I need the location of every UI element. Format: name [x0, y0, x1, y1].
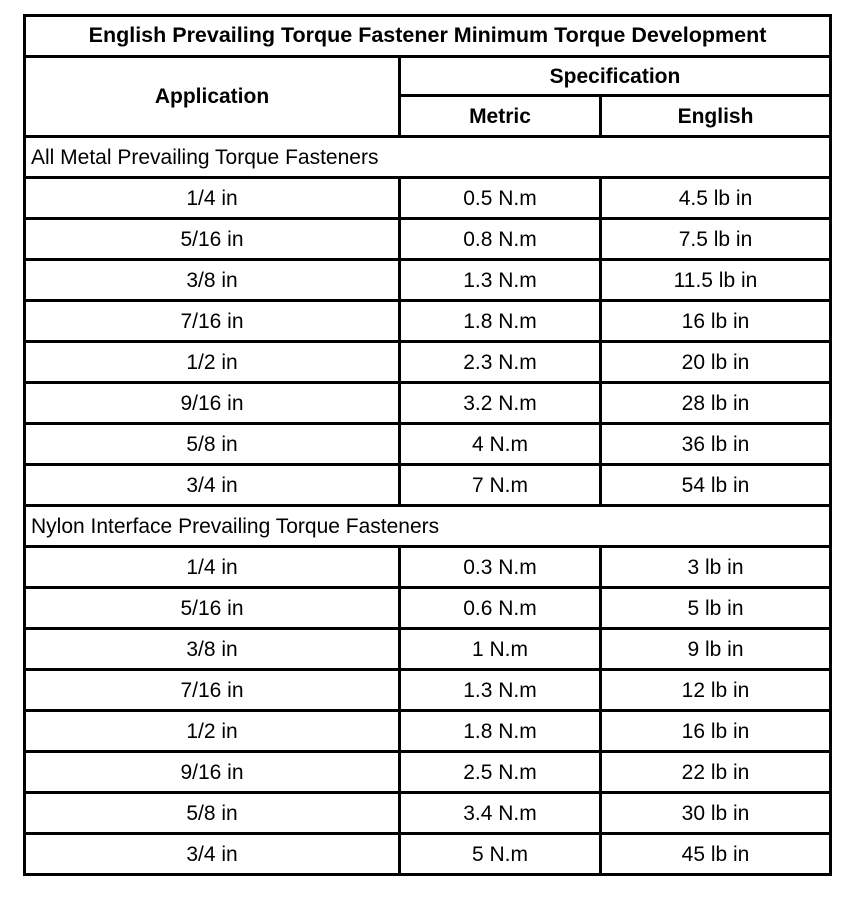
application-cell: 7/16 in	[25, 301, 400, 342]
metric-cell: 7 N.m	[400, 465, 601, 506]
metric-cell: 0.5 N.m	[400, 178, 601, 219]
metric-cell: 1.3 N.m	[400, 260, 601, 301]
metric-cell: 0.6 N.m	[400, 588, 601, 629]
section-row	[25, 506, 831, 547]
section-row	[25, 137, 831, 178]
metric-cell: 0.8 N.m	[400, 219, 601, 260]
application-cell: 3/4 in	[25, 465, 400, 506]
english-cell: 5 lb in	[601, 588, 831, 629]
table-row	[25, 260, 831, 301]
table-row	[25, 629, 831, 670]
english-cell: 7.5 lb in	[601, 219, 831, 260]
table-row	[25, 793, 831, 834]
metric-cell: 0.3 N.m	[400, 547, 601, 588]
application-cell: 7/16 in	[25, 670, 400, 711]
application-cell: 1/4 in	[25, 547, 400, 588]
table-row	[25, 178, 831, 219]
application-cell: 3/8 in	[25, 260, 400, 301]
table-row	[25, 301, 831, 342]
english-cell: 3 lb in	[601, 547, 831, 588]
specification-header: Specification	[400, 57, 831, 96]
application-cell: 5/16 in	[25, 219, 400, 260]
table-row	[25, 834, 831, 875]
english-cell: 36 lb in	[601, 424, 831, 465]
metric-cell: 5 N.m	[400, 834, 601, 875]
english-cell: 28 lb in	[601, 383, 831, 424]
metric-cell: 1 N.m	[400, 629, 601, 670]
application-cell: 3/8 in	[25, 629, 400, 670]
table-row	[25, 465, 831, 506]
section-title-nylon-interface: Nylon Interface Prevailing Torque Fasteners	[25, 506, 831, 547]
application-cell: 5/8 in	[25, 793, 400, 834]
application-cell: 9/16 in	[25, 383, 400, 424]
application-cell: 1/4 in	[25, 178, 400, 219]
english-cell: 9 lb in	[601, 629, 831, 670]
application-cell: 1/2 in	[25, 711, 400, 752]
application-header: Application	[25, 57, 400, 137]
metric-header: Metric	[400, 96, 601, 137]
torque-spec-table	[23, 14, 832, 876]
english-cell: 16 lb in	[601, 301, 831, 342]
application-cell: 1/2 in	[25, 342, 400, 383]
application-cell: 3/4 in	[25, 834, 400, 875]
english-cell: 45 lb in	[601, 834, 831, 875]
table-row	[25, 752, 831, 793]
table-row	[25, 219, 831, 260]
metric-cell: 3.4 N.m	[400, 793, 601, 834]
table-row	[25, 670, 831, 711]
english-cell: 11.5 lb in	[601, 260, 831, 301]
table-title: English Prevailing Torque Fastener Minimum Torque Development	[25, 16, 831, 57]
table-row	[25, 547, 831, 588]
header-row-specification	[25, 57, 831, 96]
english-cell: 30 lb in	[601, 793, 831, 834]
table-row	[25, 711, 831, 752]
title-row	[25, 16, 831, 57]
section-title-all-metal: All Metal Prevailing Torque Fasteners	[25, 137, 831, 178]
english-cell: 20 lb in	[601, 342, 831, 383]
english-cell: 16 lb in	[601, 711, 831, 752]
metric-cell: 1.3 N.m	[400, 670, 601, 711]
metric-cell: 1.8 N.m	[400, 301, 601, 342]
english-cell: 54 lb in	[601, 465, 831, 506]
application-cell: 5/16 in	[25, 588, 400, 629]
metric-cell: 2.5 N.m	[400, 752, 601, 793]
english-cell: 12 lb in	[601, 670, 831, 711]
metric-cell: 4 N.m	[400, 424, 601, 465]
metric-cell: 2.3 N.m	[400, 342, 601, 383]
english-cell: 4.5 lb in	[601, 178, 831, 219]
table-body	[25, 16, 831, 875]
application-cell: 9/16 in	[25, 752, 400, 793]
table-row	[25, 342, 831, 383]
english-header: English	[601, 96, 831, 137]
metric-cell: 3.2 N.m	[400, 383, 601, 424]
english-cell: 22 lb in	[601, 752, 831, 793]
table-row	[25, 588, 831, 629]
metric-cell: 1.8 N.m	[400, 711, 601, 752]
table-row	[25, 424, 831, 465]
application-cell: 5/8 in	[25, 424, 400, 465]
table-row	[25, 383, 831, 424]
